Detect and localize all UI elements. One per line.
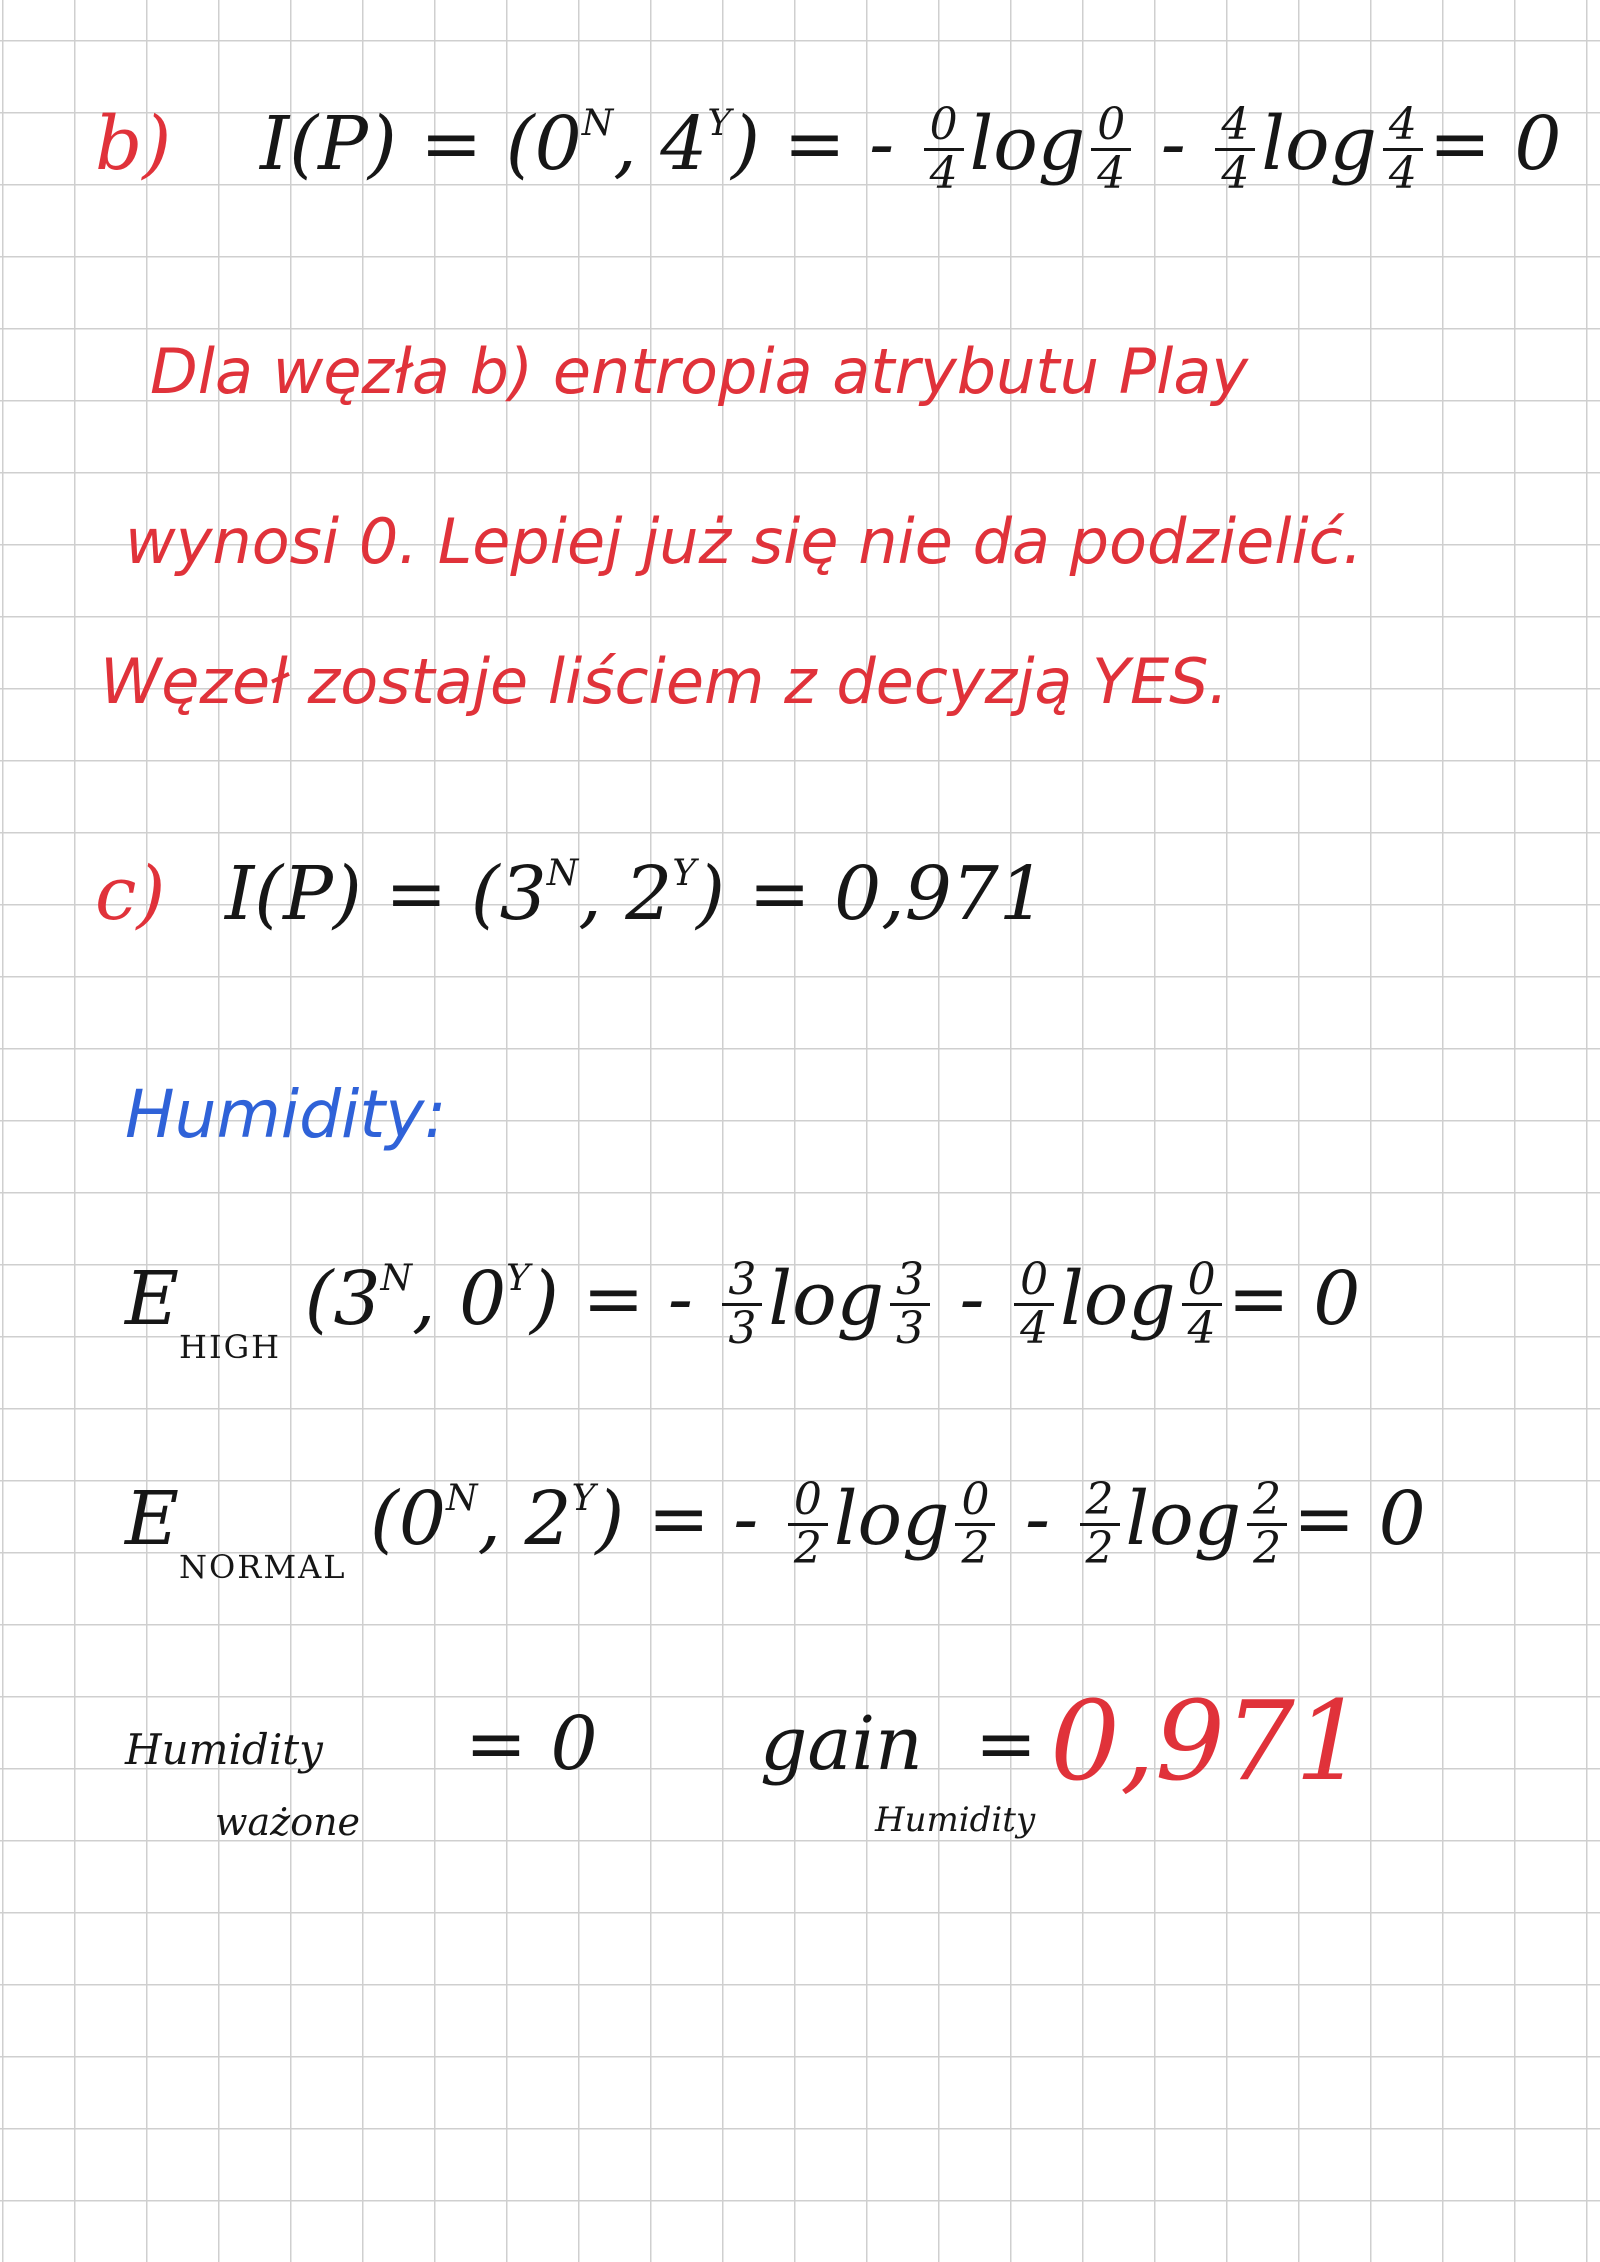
- section-b-y-mark: Y: [707, 103, 732, 144]
- section-b-result: = 0: [1428, 101, 1562, 187]
- e-normal-minus: -: [1024, 1476, 1050, 1562]
- e-normal-e: E: [125, 1476, 180, 1562]
- section-b-lhs: I(P) = (0: [260, 101, 582, 187]
- e-normal-fraction-3: $\frac{2}{2}$: [1080, 1477, 1120, 1572]
- e-high-fraction-4: $\frac{0}{4}$: [1182, 1257, 1222, 1352]
- section-c-mid: , 2: [578, 851, 673, 937]
- e-high-result: = 0: [1227, 1256, 1361, 1342]
- section-b-fraction-1: $\frac{0}{4}$: [924, 102, 964, 197]
- e-normal-y-mark: Y: [571, 1478, 596, 1519]
- humidity-weighted-label: Humidity: [125, 1725, 323, 1774]
- e-high-sub: HIGH: [179, 1328, 282, 1366]
- section-c-equation: [225, 850, 1046, 939]
- gain-label: gain: [760, 1701, 923, 1787]
- e-high-y-mark: Y: [506, 1258, 530, 1299]
- section-b-log-1: log: [969, 101, 1086, 187]
- e-high-fraction-2: $\frac{3}{3}$: [890, 1257, 930, 1352]
- e-high-fraction-3: $\frac{0}{4}$: [1014, 1257, 1054, 1352]
- e-high-mid: , 0: [412, 1256, 507, 1342]
- section-c-lhs: I(P) = (3: [225, 851, 547, 937]
- gain-value: 0,971: [1050, 1677, 1365, 1805]
- section-b-n-mark: N: [581, 103, 614, 144]
- e-high-equation: [125, 1255, 1360, 1366]
- note-line-1: Dla węzła b) entropia atrybutu Play: [150, 335, 1249, 408]
- section-b-fraction-4: $\frac{4}{4}$: [1383, 102, 1423, 197]
- gain-eq: =: [975, 1701, 1038, 1787]
- section-c-label: c): [95, 851, 166, 937]
- e-high-minus: -: [959, 1256, 985, 1342]
- section-b-label: b): [95, 101, 172, 187]
- humidity-weighted-value: = 0: [465, 1701, 598, 1787]
- section-c-rhs: ) = 0,971: [696, 851, 1046, 937]
- e-normal-open: (0: [370, 1476, 446, 1562]
- section-c-n-mark: N: [546, 853, 579, 894]
- e-normal-eq: ) = -: [595, 1476, 759, 1562]
- note-line-2: wynosi 0. Lepiej już się nie da podzielić.: [125, 505, 1363, 578]
- section-b-fraction-2: $\frac{0}{4}$: [1091, 102, 1131, 197]
- e-high-fraction-1: $\frac{3}{3}$: [722, 1257, 762, 1352]
- section-b-fraction-3: $\frac{4}{4}$: [1215, 102, 1255, 197]
- section-b-minus: -: [1160, 101, 1186, 187]
- e-normal-fraction-2: $\frac{0}{2}$: [955, 1477, 995, 1572]
- humidity-heading: Humidity:: [125, 1076, 447, 1153]
- e-high-n-mark: N: [380, 1258, 413, 1299]
- e-high-e: E: [125, 1256, 180, 1342]
- section-b-rhs-start: ) = -: [731, 101, 895, 187]
- e-normal-n-mark: N: [445, 1478, 478, 1519]
- e-high-log-2: log: [1060, 1256, 1176, 1342]
- note-line-3: Węzeł zostaje liściem z decyzją YES.: [100, 645, 1229, 718]
- e-high-open: (3: [304, 1256, 381, 1342]
- section-c-y-mark: Y: [672, 853, 697, 894]
- section-b-log-2: log: [1261, 101, 1377, 187]
- e-normal-log-1: log: [833, 1476, 950, 1562]
- section-b-mid: , 4: [613, 101, 708, 187]
- e-normal-result: = 0: [1293, 1476, 1426, 1562]
- gain-sub: Humidity: [875, 1800, 1036, 1840]
- e-normal-fraction-4: $\frac{2}{2}$: [1247, 1477, 1287, 1572]
- e-normal-mid: , 2: [477, 1476, 572, 1562]
- e-normal-fraction-1: $\frac{0}{2}$: [788, 1477, 828, 1572]
- section-b-equation: [260, 98, 1562, 200]
- e-high-log-1: log: [768, 1256, 884, 1342]
- humidity-weighted-sub: ważone: [215, 1800, 361, 1844]
- e-high-eq: ) = -: [529, 1256, 693, 1342]
- e-normal-log-2: log: [1125, 1476, 1242, 1562]
- e-normal-sub: NORMAL: [179, 1548, 347, 1586]
- e-normal-equation: [125, 1475, 1426, 1586]
